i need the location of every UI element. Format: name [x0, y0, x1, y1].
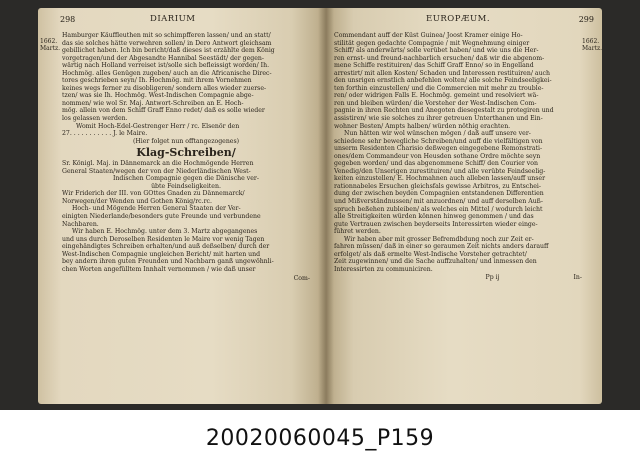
right-page — [326, 8, 602, 404]
text-line: alle Streitigkeiten würden können hinweg genommen / und das — [334, 213, 534, 221]
text-line: eingehändigtes Schreiben erhalten/und auß deßselben/ durch der — [62, 243, 270, 251]
text-line: gute Vertrauen zwischen beyderseits Interessirten wieder einge- — [334, 220, 538, 228]
text-line: Wir Friderich der III. von GOttes Gnaden zu Dännemarck/ — [62, 190, 245, 198]
text-line: und Mißverständnussen/ mit anzuordnen/ und auff derselben Auß- — [334, 198, 543, 206]
text-line: erfolget/ als daß ermelte West-Indische Vorsteher getrachtet/ — [334, 250, 527, 258]
left-page-text — [62, 32, 310, 283]
running-head-right: EUROPÆUM. — [426, 14, 491, 24]
text-line: General Staaten/wegen der von der Niederländischen West- — [62, 167, 251, 175]
text-line: pagnie in ihren Rechten und Anegoten diesegestalt zu protegiren und — [334, 107, 554, 115]
text-line: Hochmög. alles Genügen zugeben/ auch an die Africanische Direc- — [62, 69, 272, 77]
margin-note-left: 1662. Martz. — [40, 38, 61, 52]
text-line: das sie solches hätte verwehren sollen/ in Dero Antwort gleichsam — [62, 39, 272, 47]
page-footer — [334, 274, 582, 282]
page-number-left: 298 — [60, 15, 76, 24]
text-line: führet werden. — [334, 228, 381, 236]
catchword-left: Com- — [293, 275, 310, 283]
text-line: schiedene sehr bewegliche Schreiben/und auff die vielfältigen von — [334, 137, 543, 145]
text-line: spruch beßehen zubleiben/ als welches ein Mittel / wodurch leicht — [334, 205, 543, 213]
book-gutter — [318, 8, 334, 404]
image-caption: 20020060045_P159 — [0, 410, 640, 466]
subheading: (Hier folget nun offtangezogenes) — [132, 137, 240, 145]
text-line: mene Schiffe restituiren/ das Schiff Graff Enno/ so in Engelland — [334, 62, 534, 70]
text-line: einigten Niederlande/besonders gute Freunde und verbundene — [62, 213, 261, 221]
text-line: Schiff/ als anderwärts/ solle verübet haben/ und wie uns die Her- — [334, 47, 539, 55]
text-line: tores geschrieben seyn/ Ih. Hochmög. mit ihrem Vornehmen — [62, 77, 252, 85]
text-line: gebillichet haben. Ich bin bericht/daß dieses ist erzählte dem König — [62, 47, 275, 55]
text-line: rationnabeles Ersuchen gleichsfals gewisse Arbitros, zu Entschei- — [334, 182, 541, 190]
text-line: den unsrigen ernstlich anbefehlen wolten/ alle solche Feindseeligkei- — [334, 77, 552, 85]
catchword-right: In- — [573, 273, 582, 281]
text-line: Wir haben E. Hochmög. unter dem 3. Martz abgegangenes — [72, 228, 258, 236]
text-line: assistiren/ wie sie solches zu ihrer getreuen Unterthanen und Ein- — [334, 115, 543, 123]
text-line: Nun hätten wir wol wünschen mögen / daß auff unsere ver- — [344, 130, 531, 138]
text-line: chen Worten angefülltem Innhalt vernommen / wie daß unser — [62, 265, 256, 273]
running-head-left: DIARIUM — [150, 14, 196, 24]
document-title: Klag-Schreiben/ — [136, 146, 236, 160]
text-line: Interessirten zu communiciren. — [334, 265, 433, 273]
text-line: und uns durch Deroselben Residenten le Maire vor wenig Tagen — [62, 235, 265, 243]
text-line: Indischen Compagnie gegen die Dänische ver- — [113, 175, 259, 183]
text-line: Norwegen/der Wenden und Gothen König/rc.rc. — [62, 197, 212, 205]
signature-mark: Pp ij — [485, 273, 500, 281]
text-line: nommen/ wie wol Sr. Maj. Antwort-Schreiben an E. Hoch- — [62, 99, 244, 107]
text-line: Venedig/den Unserigen zurestituiren/ und alle verübte Feindseelig- — [334, 167, 546, 175]
page-number-right: 299 — [578, 15, 594, 24]
text-line: keiten einzustellen/ E. Hochmahnen auch alleben lassen/auff unser — [334, 175, 546, 183]
text-line: wohner Besten/ Ampts halben/ würden nöthig erachten. — [334, 122, 511, 130]
text-line: ten forthin einzustellen/ und die Commercien mit mehr zu trouble- — [334, 84, 544, 92]
right-page-text — [334, 32, 582, 281]
text-line: bey andern ihren guten Freunden und Nachbarn ganß ungewöhnli- — [62, 258, 274, 266]
text-line: ren ernst- und freund-nachbarlich ersuchen/ daß wir die abgenom- — [334, 54, 545, 62]
text-line: ones/dem Commandeur von Heusden sothane Ordre möchte seyn — [334, 152, 541, 160]
text-line: ren/ oder widrigen Falls E. Hochmög. gemeint und resolviert wä- — [334, 92, 539, 100]
margin-note-right: 1662. Martz. — [582, 38, 602, 52]
text-line: los gelassen werden. — [62, 115, 128, 123]
text-line: gegeben worden/ und das abgenommene Schiff/ den Courier von — [334, 160, 539, 168]
text-line: tzen/ was sie Ih. Hochmög. West-Indischen Compagnie abge- — [62, 92, 254, 100]
text-line: übte Feindseligkeiten. — [151, 182, 221, 190]
text-line: fahren müssen/ daß in einer so geraumen Zeit nichts anders darauff — [334, 243, 549, 251]
text-line: wärtig nach Holland verreiset ist/solle sich befleissigt worden/ Ih. — [62, 62, 270, 70]
text-line: arrestirt/ mit allen Kosten/ Schaden und Interessen restituiren/ auch — [334, 69, 551, 77]
text-line: Nachbaren. — [62, 220, 99, 228]
text-line: keines wegs ferner zu disobligeren/ sondern alles wieder zuerse- — [62, 84, 267, 92]
text-line: Wir haben aber mit grosser Befremdbdung noch zur Zeit er- — [344, 235, 534, 243]
text-line: Commendant auff der Küst Guinea/ Joost Kramer einige Ho- — [334, 32, 523, 39]
text-line: ren und bleiben würden/ die Vorsteher der West-Indischen Com- — [334, 99, 537, 107]
text-line: Hamburger Käuffleuthen mit so schimpfferen lassen/ und an statt/ — [62, 32, 271, 39]
text-line: unserm Residenten Charisio deßwegen eingegebene Remonstrati- — [334, 145, 543, 153]
text-line: dung der zwischen beyden Compagnien entstandenen Differentien — [334, 190, 544, 198]
text-line: 27. . . . . . . . . . . J. le Maire. — [62, 130, 148, 138]
text-line: mög. allein von dem Schiff Graff Enno redet/ daß es solle wieder — [62, 107, 265, 115]
text-line: stilität gegen gedachte Compagnie / mit Wegnehmung einiger — [334, 39, 530, 47]
text-line: Sr. Königl. Maj. in Dännemarck an die Hochmögende Herren — [62, 160, 254, 168]
text-line: Hoch- und Mögende Herren General Staaten der Ver- — [72, 205, 241, 213]
text-line: Womit Hoch-Edel-Gestrenger Herr / rc. Elsenör den — [76, 122, 240, 130]
left-page — [38, 8, 326, 404]
text-line: vorgetragen/und der Abgesandte Hannibal Seestädt/ der gegen- — [62, 54, 264, 62]
text-line: West-Indischen Compagnie ungleichen Bericht/ mit harten und — [62, 250, 261, 258]
text-line: Zeit zugewinnen/ und die Sache auffzuhalten/ und inmessen den — [334, 258, 537, 266]
